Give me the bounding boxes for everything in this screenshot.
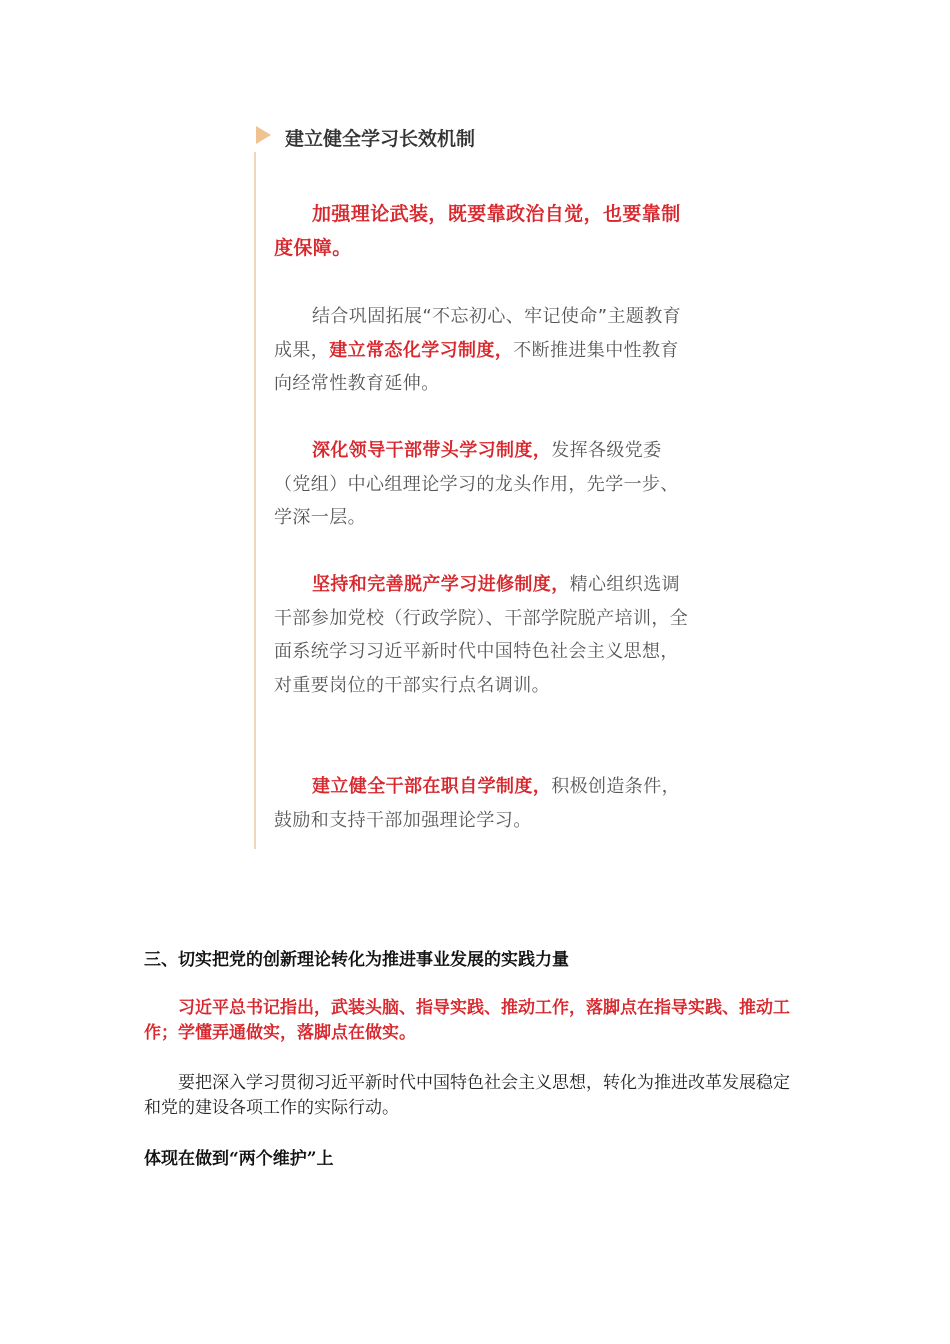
box-title: 建立健全学习长效机制 (285, 128, 476, 150)
box-paragraph-5 (274, 770, 692, 837)
body-text: 结合巩固拓展“不忘初心、牢记使命”主题教育成果， (274, 306, 682, 361)
box-paragraph-2 (274, 300, 692, 401)
highlight-text: 加强理论武装，既要靠政治自觉，也要靠制度保障。 (274, 203, 681, 259)
box-title-row (254, 122, 694, 152)
body-paragraph: 要把深入学习贯彻习近平新时代中国特色社会主义思想，转化为推进改革发展稳定和党的建设各项工作的实际行动。 (144, 1073, 790, 1118)
body-text: 不断推进集中性教育向经常性教育延伸。 (274, 339, 679, 394)
triangle-marker-icon (256, 126, 271, 144)
box-paragraph-4 (274, 568, 692, 702)
box-paragraph-3 (274, 434, 692, 535)
body-text: 精心组织选调干部参加党校（行政学院）、干部学院脱产培训，全面系统学习习近平新时代中国特色社会主义思想，对重要岗位的干部实行点名调训。 (274, 574, 689, 696)
box-paragraph-1 (274, 198, 692, 265)
highlight-text: 坚持和完善脱产学习进修制度， (312, 574, 570, 595)
highlight-text: 深化领导干部带头学习制度， (312, 440, 552, 461)
highlight-text: 建立常态化学习制度， (329, 339, 514, 361)
body-text: 积极创造条件，鼓励和支持干部加强理论学习。 (274, 776, 681, 831)
subheading: 体现在做到“两个维护”上 (144, 1149, 334, 1169)
box-left-border (254, 152, 256, 849)
mechanism-box (254, 122, 704, 849)
section-heading: 三、切实把党的创新理论转化为推进事业发展的实践力量 (144, 950, 569, 970)
highlight-text: 建立健全干部在职自学制度， (312, 776, 552, 797)
highlighted-quote: 习近平总书记指出，武装头脑、指导实践、推动工作，落脚点在指导实践、推动工作；学懂弄通做实，落脚点在做实。 (144, 998, 790, 1043)
body-text: 发挥各级党委（党组）中心组理论学习的龙头作用，先学一步、学深一层。 (274, 440, 679, 528)
